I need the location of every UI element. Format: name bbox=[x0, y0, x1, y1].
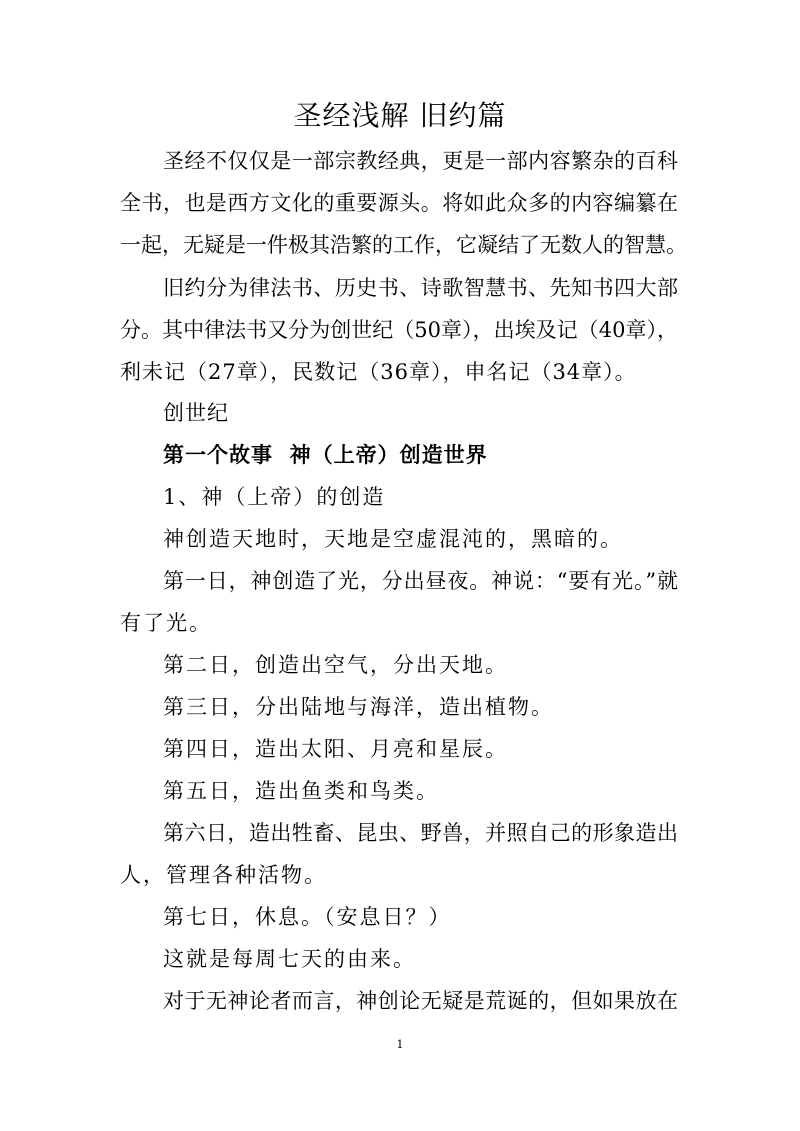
creation-intro: 神创造天地时，天地是空虚混沌的，黑暗的。 bbox=[163, 527, 623, 551]
day1-line-2: 有了光。 bbox=[120, 611, 212, 635]
week-origin-text: 这就是每周七天的由来。 bbox=[163, 947, 416, 971]
structure-line-2: 分。其中律法书又分为创世纪（50章），出埃及记（40章）， bbox=[120, 318, 678, 342]
day6-line-1: 第六日，造出牲畜、昆虫、野兽，并照自己的形象造出 bbox=[163, 821, 678, 845]
intro-line-2: 全书，也是西方文化的重要源头。将如此众多的内容编纂在 bbox=[120, 191, 678, 215]
page-title: 圣经浅解 旧约篇 bbox=[293, 99, 507, 132]
section-heading: 创世纪 bbox=[163, 401, 229, 425]
day3-text: 第三日，分出陆地与海洋，造出植物。 bbox=[163, 695, 554, 719]
day1-line-1: 第一日，神创造了光，分出昼夜。神说：“要有光。”就 bbox=[163, 569, 678, 593]
day7-text: 第七日，休息。（安息日？） bbox=[163, 905, 452, 929]
structure-line-1: 旧约分为律法书、历史书、诗歌智慧书、先知书四大部 bbox=[163, 276, 678, 300]
intro-line-3: 一起，无疑是一件极其浩繁的工作，它凝结了无数人的智慧。 bbox=[120, 233, 687, 257]
story-heading: 第一个故事 神（上帝）创造世界 bbox=[163, 443, 488, 467]
day5-text: 第五日，造出鱼类和鸟类。 bbox=[163, 779, 439, 803]
day4-text: 第四日，造出太阳、月亮和星辰。 bbox=[163, 737, 508, 761]
page-number: 1 bbox=[396, 1038, 404, 1051]
intro-line-1: 圣经不仅仅是一部宗教经典，更是一部内容繁杂的百科 bbox=[163, 149, 678, 173]
day6-line-2: 人，管理各种活物。 bbox=[120, 863, 327, 887]
structure-line-3: 利未记（27章），民数记（36章），申名记（34章）。 bbox=[120, 360, 637, 384]
day2-text: 第二日，创造出空气，分出天地。 bbox=[163, 653, 508, 677]
closing-line: 对于无神论者而言，神创论无疑是荒诞的，但如果放在 bbox=[163, 989, 678, 1013]
subheading: 1、神（上帝）的创造 bbox=[163, 485, 386, 509]
